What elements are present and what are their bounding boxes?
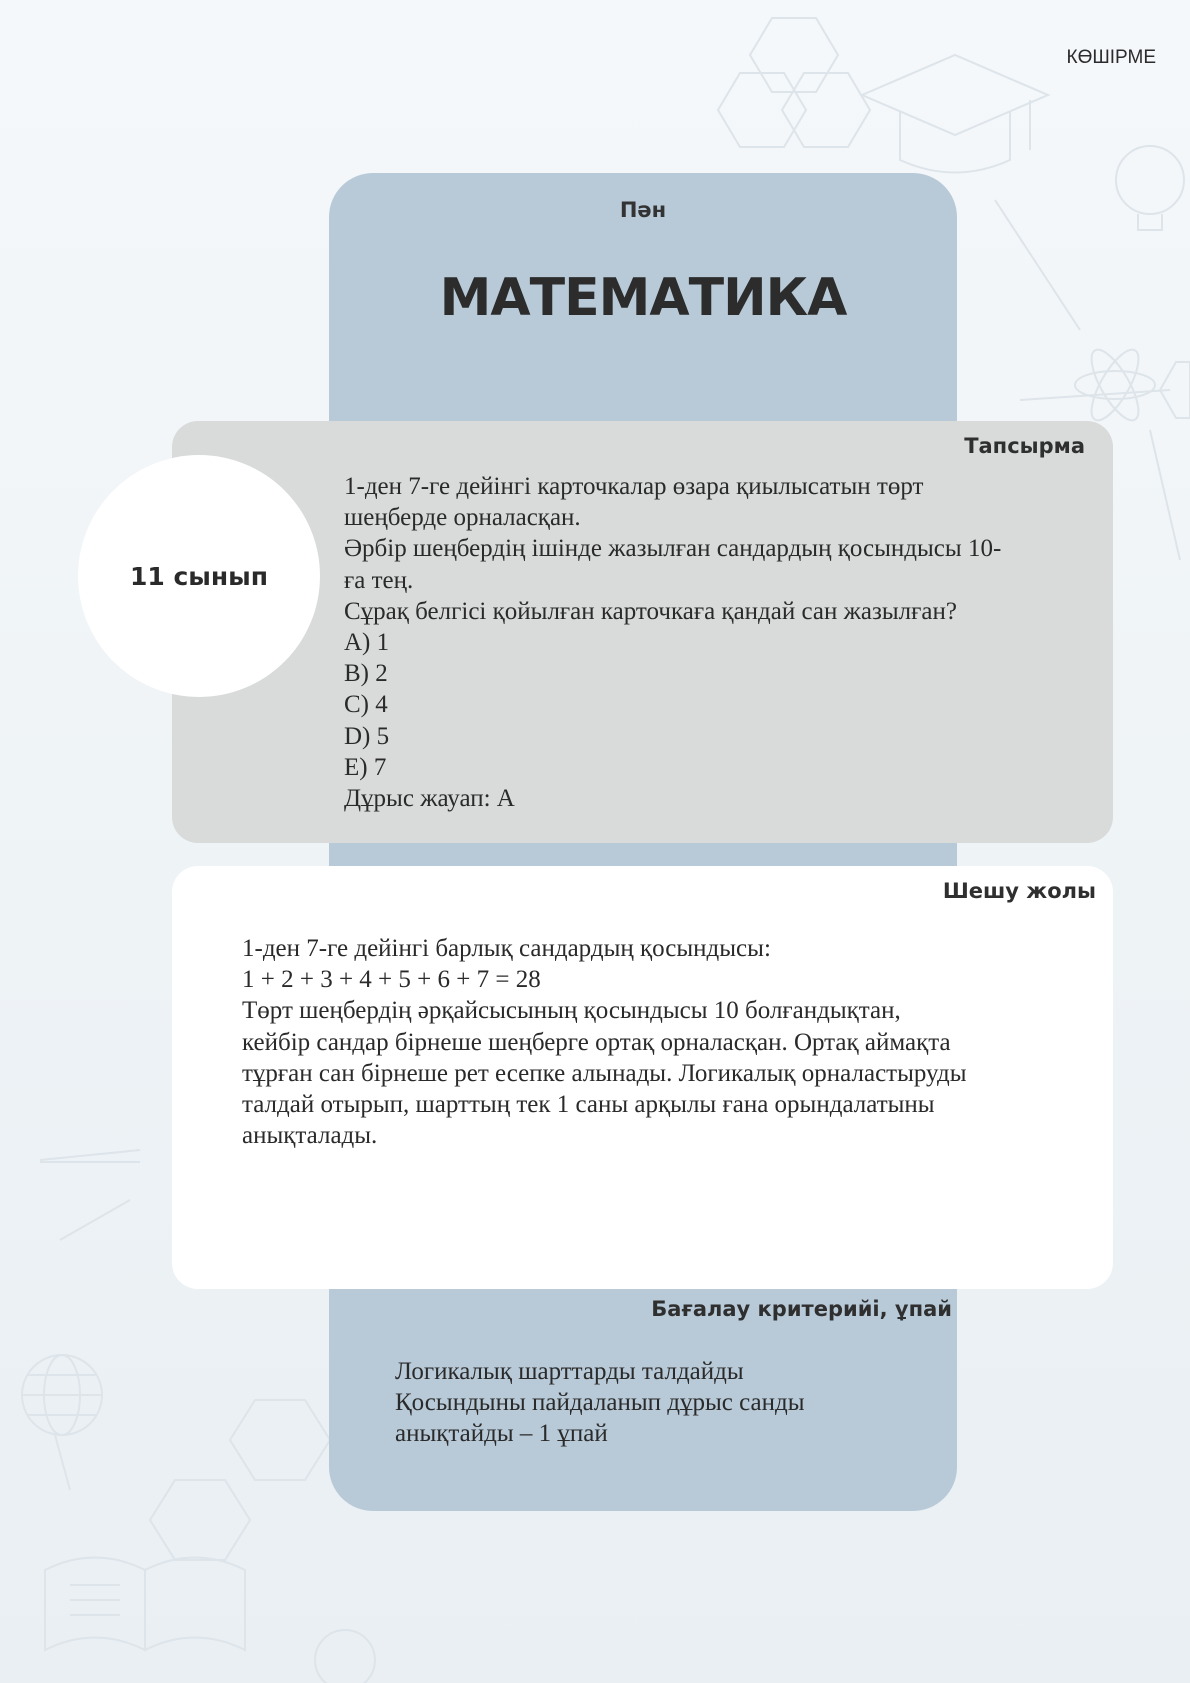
task-line: Сұрақ белгісі қойылған карточкаға қандай сан жазылған? (344, 597, 957, 625)
magnifier-icon (315, 1630, 375, 1683)
task-line: ға тең. (344, 566, 414, 594)
solution-heading: Шешу жолы (942, 879, 1096, 903)
criteria-line: анықтайды – 1 ұпай (395, 1420, 608, 1448)
solution-line: Төрт шеңбердің әрқайсысының қосындысы 10 болғандықтан, (242, 997, 901, 1025)
answer-option-e: E) 7 (344, 753, 387, 781)
correct-answer: Дұрыс жауап: A (344, 785, 515, 813)
criteria-line: Логикалық шарттарды талдайды (395, 1358, 744, 1385)
task-line: Әрбір шеңбердің ішінде жазылған сандардың қосындысы 10- (344, 535, 1002, 563)
subject-title: МАТЕМАТИКА (439, 268, 847, 328)
atom-icon (1075, 343, 1155, 426)
answer-option-c: C) 4 (344, 691, 388, 719)
criteria-text (395, 1356, 935, 1450)
copy-watermark: КӨШІРМЕ (1066, 47, 1156, 68)
graduation-cap-icon (862, 55, 1048, 173)
solution-line: кейбір сандар бірнеше шеңберге ортақ орналасқан. Ортақ аймақта (242, 1028, 951, 1056)
globe-icon (22, 1355, 102, 1490)
criteria-heading: Бағалау критерийі, ұпай (651, 1297, 952, 1321)
solution-line: тұрған сан бірнеше рет есепке алынады. Логикалық орналастыруды (242, 1059, 967, 1087)
solution-line: 1 + 2 + 3 + 4 + 5 + 6 + 7 = 28 (242, 966, 541, 994)
task-text (344, 471, 1084, 814)
answer-option-d: D) 5 (344, 722, 390, 750)
solution-line: 1-ден 7-ге дейінгі барлық сандардың қосындысы: (242, 935, 771, 962)
answer-option-b: B) 2 (344, 660, 388, 688)
solution-text (242, 933, 1072, 1151)
open-book-icon (45, 1558, 245, 1651)
task-card (172, 421, 1113, 843)
solution-line: анықталады. (242, 1122, 378, 1150)
task-line: 1-ден 7-ге дейінгі карточкалар өзара қиылысатын төрт (344, 473, 924, 500)
grade-badge (78, 455, 320, 697)
criteria-line: Қосындыны пайдаланып дұрыс санды (395, 1389, 805, 1417)
hexagon-pattern-icon (718, 18, 870, 147)
lightbulb-icon (1116, 146, 1184, 230)
solution-line: талдай отырып, шарттың тек 1 саны арқылы ғана орындалатыны (242, 1091, 935, 1119)
task-heading: Тапсырма (964, 434, 1085, 458)
grade-label: 11 сынып (129, 561, 269, 591)
task-line: шеңберде орналасқан. (344, 504, 581, 532)
subject-label: Пән (619, 198, 667, 222)
solution-card (172, 866, 1113, 1289)
answer-option-a: A) 1 (344, 629, 390, 657)
